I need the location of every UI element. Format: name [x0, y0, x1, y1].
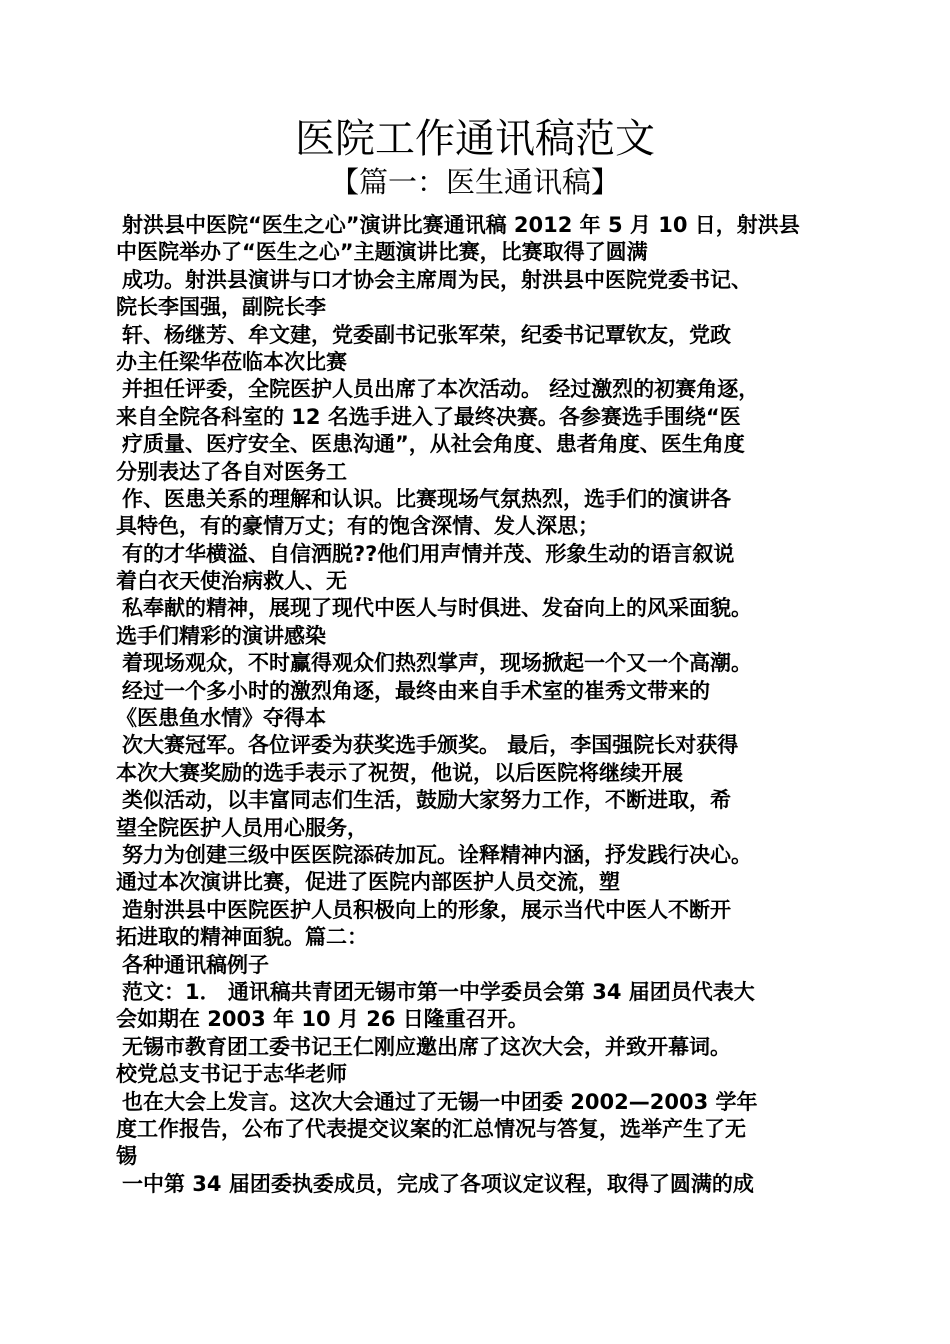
body-text-line: 作、医患关系的理解和认识。比赛现场气氛热烈，选手们的演讲各 — [122, 486, 731, 511]
document-body — [116, 212, 840, 1198]
body-text-line: 次大赛冠军。各位评委为获奖选手颁奖。 最后，李国强院长对获得 — [122, 733, 739, 758]
document-subtitle: 【篇一：医生通讯稿】 — [329, 165, 620, 199]
body-text-line: 有的才华横溢、自信洒脱??他们用声情并茂、形象生动的语言叙说 — [122, 541, 735, 566]
body-text-line: 范文：1． 通讯稿共青团无锡市第一中学委员会第 34 届团员代表大 — [122, 979, 755, 1004]
body-text-line: 来自全院各科室的 12 名选手进入了最终决赛。各参赛选手围绕“医 — [116, 404, 741, 429]
body-text-line: 锡 — [116, 1144, 137, 1169]
body-text-line: 轩、杨继芳、牟文建，党委副书记张军荣，纪委书记覃钦友，党政 — [122, 322, 731, 347]
body-text-line: 选手们精彩的演讲感染 — [116, 623, 326, 648]
body-text-line: 并担任评委，全院医护人员出席了本次活动。 经过激烈的初赛角逐， — [122, 377, 760, 402]
body-text-line: 射洪县中医院“医生之心”演讲比赛通讯稿 2012 年 5 月 10 日，射洪县 — [122, 213, 800, 237]
body-text-line: 《医患鱼水情》夺得本 — [116, 706, 326, 731]
body-text-line: 着现场观众，不时赢得观众们热烈掌声，现场掀起一个又一个高潮。 — [122, 651, 752, 676]
body-text-line: 经过一个多小时的激烈角逐，最终由来自手术室的崔秀文带来的 — [122, 678, 710, 703]
body-text-line: 通过本次演讲比赛，促进了医院内部医护人员交流，塑 — [116, 870, 620, 895]
body-text-line: 分别表达了各自对医务工 — [116, 459, 347, 484]
body-text-line: 成功。射洪县演讲与口才协会主席周为民，射洪县中医院党委书记、 — [122, 267, 752, 292]
body-text-line: 院长李国强，副院长李 — [116, 295, 326, 320]
body-text-line: 拓进取的精神面貌。篇二： — [116, 925, 368, 950]
body-text-line: 私奉献的精神，展现了现代中医人与时俱进、发奋向上的风采面貌。 — [122, 596, 752, 621]
body-text-line: 也在大会上发言。这次大会通过了无锡一中团委 2002—2003 学年 — [122, 1089, 758, 1114]
document-title: 医院工作通讯稿范文 — [295, 116, 655, 162]
body-text-line: 疗质量、医疗安全、医患沟通”，从社会角度、患者角度、医生角度 — [122, 432, 745, 457]
body-text-line: 中医院举办了“医生之心”主题演讲比赛，比赛取得了圆满 — [116, 240, 648, 265]
body-text-line: 度工作报告，公布了代表提交议案的汇总情况与答复，选举产生了无 — [116, 1116, 746, 1141]
body-text-line: 一中第 34 届团委执委成员，完成了各项议定议程，取得了圆满的成 — [122, 1171, 754, 1196]
body-text-line: 望全院医护人员用心服务， — [116, 815, 368, 840]
body-text-line: 会如期在 2003 年 10 月 26 日隆重召开。 — [116, 1007, 529, 1032]
body-text-line: 具特色，有的豪情万丈；有的饱含深情、发人深思； — [116, 514, 599, 539]
body-text-line: 各种通讯稿例子 — [122, 952, 269, 977]
body-text-line: 无锡市教育团工委书记王仁刚应邀出席了这次大会，并致开幕词。 — [122, 1034, 731, 1059]
body-text-line: 办主任梁华莅临本次比赛 — [116, 349, 347, 374]
body-text-line: 着白衣天使治病救人、无 — [116, 569, 347, 594]
body-text-line: 校党总支书记于志华老师 — [116, 1062, 347, 1087]
body-text-line: 本次大赛奖励的选手表示了祝贺，他说，以后医院将继续开展 — [116, 760, 683, 785]
body-text-line: 努力为创建三级中医医院添砖加瓦。诠释精神内涵，抒发践行决心。 — [122, 842, 752, 867]
body-text-line: 类似活动，以丰富同志们生活，鼓励大家努力工作，不断进取，希 — [122, 788, 731, 813]
body-text-line: 造射洪县中医院医护人员积极向上的形象，展示当代中医人不断开 — [122, 897, 731, 922]
